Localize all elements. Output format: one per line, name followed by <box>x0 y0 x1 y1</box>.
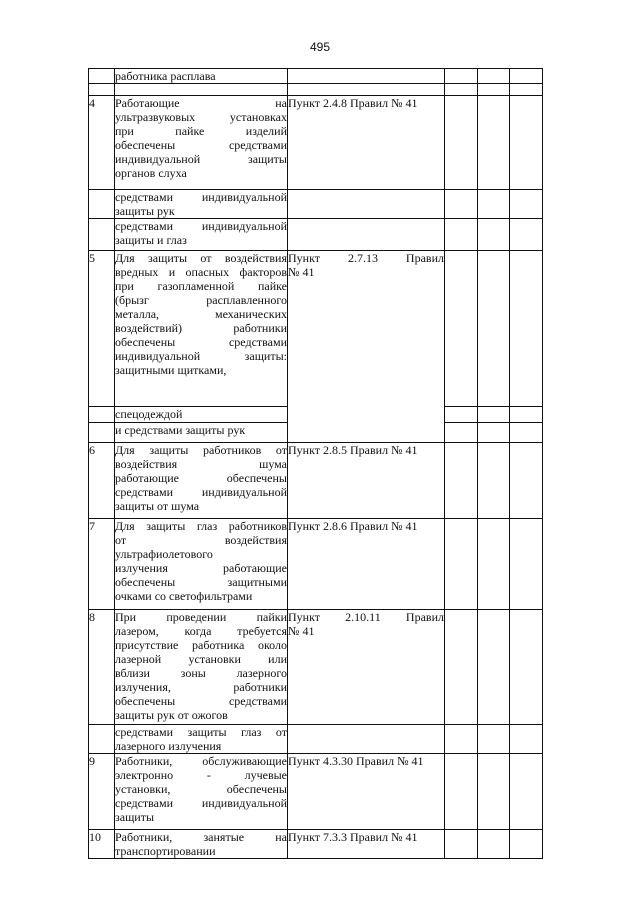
status-cell <box>445 69 478 84</box>
status-cell <box>478 190 510 219</box>
requirement-line: средствами защиты глаз от <box>115 725 287 739</box>
reference-cell <box>288 725 445 754</box>
requirement-line: обеспечены защитными <box>115 575 287 589</box>
requirement-line: защиты <box>115 810 155 824</box>
table-row <box>89 69 543 84</box>
requirement-line: обеспечены средствами <box>115 694 287 708</box>
status-cell <box>510 830 543 859</box>
status-cell <box>445 519 478 610</box>
reference-cell <box>288 219 445 251</box>
status-cell <box>510 69 543 84</box>
requirement-line: излучения работающие <box>115 561 287 575</box>
reference-cell <box>288 443 445 519</box>
requirement-line: вблизи зоны лазерного <box>115 666 287 680</box>
requirement-line: органов слуха <box>115 166 187 180</box>
status-cell <box>478 519 510 610</box>
status-cell <box>445 407 478 423</box>
reference-cell <box>288 610 445 725</box>
row-number-cell <box>89 219 115 251</box>
requirement-cell <box>115 443 288 519</box>
status-cell <box>510 519 543 610</box>
requirement-line: при пайке изделий <box>115 124 287 138</box>
requirement-cell <box>115 190 288 219</box>
requirement-line: защиты от шума <box>115 499 200 513</box>
table-row <box>89 725 543 754</box>
reference-cell <box>288 830 445 859</box>
status-cell <box>478 219 510 251</box>
status-cell <box>478 96 510 190</box>
requirement-line: транспортировании <box>115 844 216 858</box>
requirement-line: защиты рук <box>115 204 175 218</box>
requirement-cell <box>115 754 288 830</box>
requirement-line: средствами индивидуальной <box>115 219 287 233</box>
row-number-cell <box>89 84 115 96</box>
requirement-cell <box>115 84 288 96</box>
status-cell <box>478 443 510 519</box>
status-cell <box>478 423 510 443</box>
table-row <box>89 190 543 219</box>
status-cell <box>510 443 543 519</box>
reference-line: Пункт 7.3.3 Правил № 41 <box>288 830 418 844</box>
reference-cell <box>288 190 445 219</box>
requirement-line: лазерного излучения <box>115 739 222 753</box>
requirement-cell <box>115 519 288 610</box>
status-cell <box>478 610 510 725</box>
status-cell <box>445 423 478 443</box>
status-cell <box>445 610 478 725</box>
reference-cell <box>288 519 445 610</box>
table-row <box>89 610 543 725</box>
row-number-cell: 4 <box>89 96 115 190</box>
status-cell <box>478 830 510 859</box>
status-cell <box>445 251 478 407</box>
requirement-cell <box>115 407 288 423</box>
requirement-cell <box>115 251 288 407</box>
reference-cell <box>288 84 445 96</box>
requirement-cell <box>115 830 288 859</box>
requirement-line: средствами индивидуальной <box>115 190 287 204</box>
table-body <box>89 69 543 859</box>
requirement-line: от воздействия <box>115 533 287 547</box>
requirement-cell <box>115 725 288 754</box>
table-row <box>89 443 543 519</box>
row-number-cell <box>89 725 115 754</box>
requirement-line: работающие обеспечены <box>115 471 287 485</box>
reference-cell <box>288 69 445 84</box>
requirement-cell <box>115 219 288 251</box>
reference-line: Пункт 2.8.6 Правил № 41 <box>288 519 418 533</box>
table-row <box>89 84 543 96</box>
requirement-line: при газопламенной пайке <box>115 279 287 293</box>
status-cell <box>510 407 543 423</box>
reference-line: Пункт 4.3.30 Правил № 41 <box>288 754 424 768</box>
reference-line: № 41 <box>288 624 315 638</box>
reference-line: Пункт 2.10.11 Правил <box>288 610 444 624</box>
reference-line: Пункт 2.7.13 Правил <box>288 251 444 265</box>
status-cell <box>478 725 510 754</box>
requirement-line: спецодеждой <box>115 407 183 421</box>
row-number-cell <box>89 190 115 219</box>
status-cell <box>510 754 543 830</box>
status-cell <box>478 84 510 96</box>
requirement-line: (брызг расплавленного <box>115 293 287 307</box>
table-row <box>89 830 543 859</box>
table-row <box>89 251 543 407</box>
requirement-line: Для защиты от воздействия <box>115 251 287 265</box>
requirement-line: защиты рук от ожогов <box>115 708 228 722</box>
requirement-line: присутствие работника около <box>115 638 287 652</box>
status-cell <box>445 84 478 96</box>
requirement-cell <box>115 96 288 190</box>
requirement-line: воздействий) работники <box>115 321 287 335</box>
status-cell <box>445 725 478 754</box>
status-cell <box>510 219 543 251</box>
requirement-cell <box>115 69 288 84</box>
requirement-line: средствами индивидуальной <box>115 485 287 499</box>
requirement-line: Работники, занятые на <box>115 830 287 844</box>
requirement-line: излучения, работники <box>115 680 287 694</box>
status-cell <box>445 754 478 830</box>
requirement-cell <box>115 610 288 725</box>
status-cell <box>478 251 510 407</box>
requirement-line: средствами индивидуальной <box>115 796 287 810</box>
requirement-cell <box>115 423 288 443</box>
requirement-line: воздействия шума <box>115 457 287 471</box>
row-number-cell <box>89 423 115 443</box>
status-cell <box>445 190 478 219</box>
requirement-line: защитными щитками, <box>115 363 227 377</box>
table-row <box>89 219 543 251</box>
requirement-line: защиты и глаз <box>115 233 187 247</box>
requirement-line: и средствами защиты рук <box>115 423 246 437</box>
status-cell <box>478 754 510 830</box>
requirement-line: работника расплава <box>115 69 216 83</box>
status-cell <box>510 610 543 725</box>
status-cell <box>478 69 510 84</box>
table-row <box>89 754 543 830</box>
status-cell <box>478 407 510 423</box>
status-cell <box>510 251 543 407</box>
row-number-cell: 8 <box>89 610 115 725</box>
row-number-cell: 7 <box>89 519 115 610</box>
requirement-line: очками со светофильтрами <box>115 589 253 603</box>
requirement-line: Работающие на <box>115 96 287 110</box>
requirement-line: ультрафиолетового <box>115 547 213 561</box>
row-number-cell <box>89 69 115 84</box>
row-number-cell: 9 <box>89 754 115 830</box>
requirement-line: электронно - лучевые <box>115 768 287 782</box>
row-number-cell: 10 <box>89 830 115 859</box>
status-cell <box>445 96 478 190</box>
requirement-line: обеспечены средствами <box>115 335 287 349</box>
requirement-line: установки, обеспечены <box>115 782 287 796</box>
requirement-line: ультразвуковых установках <box>115 110 287 124</box>
status-cell <box>445 830 478 859</box>
table-row <box>89 519 543 610</box>
reference-cell <box>288 251 445 443</box>
requirement-line: лазером, когда требуется <box>115 624 287 638</box>
row-number-cell: 5 <box>89 251 115 407</box>
reference-cell <box>288 96 445 190</box>
reference-cell <box>288 754 445 830</box>
table-row <box>89 96 543 190</box>
status-cell <box>510 96 543 190</box>
requirement-line: лазерной установки или <box>115 652 287 666</box>
status-cell <box>510 423 543 443</box>
page-number: 495 <box>309 40 331 54</box>
status-cell <box>445 443 478 519</box>
status-cell <box>510 190 543 219</box>
reference-line: Пункт 2.4.8 Правил № 41 <box>288 96 418 110</box>
requirement-line: индивидуальной защиты <box>115 152 287 166</box>
requirement-line: вредных и опасных факторов <box>115 265 287 279</box>
requirement-line: металла, механических <box>115 307 287 321</box>
requirement-line: обеспечены средствами <box>115 138 287 152</box>
row-number-cell <box>89 407 115 423</box>
status-cell <box>510 84 543 96</box>
reference-line: № 41 <box>288 265 315 279</box>
row-number-cell: 6 <box>89 443 115 519</box>
requirement-line: При проведении пайки <box>115 610 287 624</box>
requirement-line: Для защиты глаз работников <box>115 519 287 533</box>
compliance-table <box>88 68 543 859</box>
reference-line: Пункт 2.8.5 Правил № 41 <box>288 443 418 457</box>
requirement-line: Работники, обслуживающие <box>115 754 287 768</box>
requirement-line: Для защиты работников от <box>115 443 287 457</box>
status-cell <box>445 219 478 251</box>
status-cell <box>510 725 543 754</box>
requirement-line: индивидуальной защиты: <box>115 349 287 363</box>
